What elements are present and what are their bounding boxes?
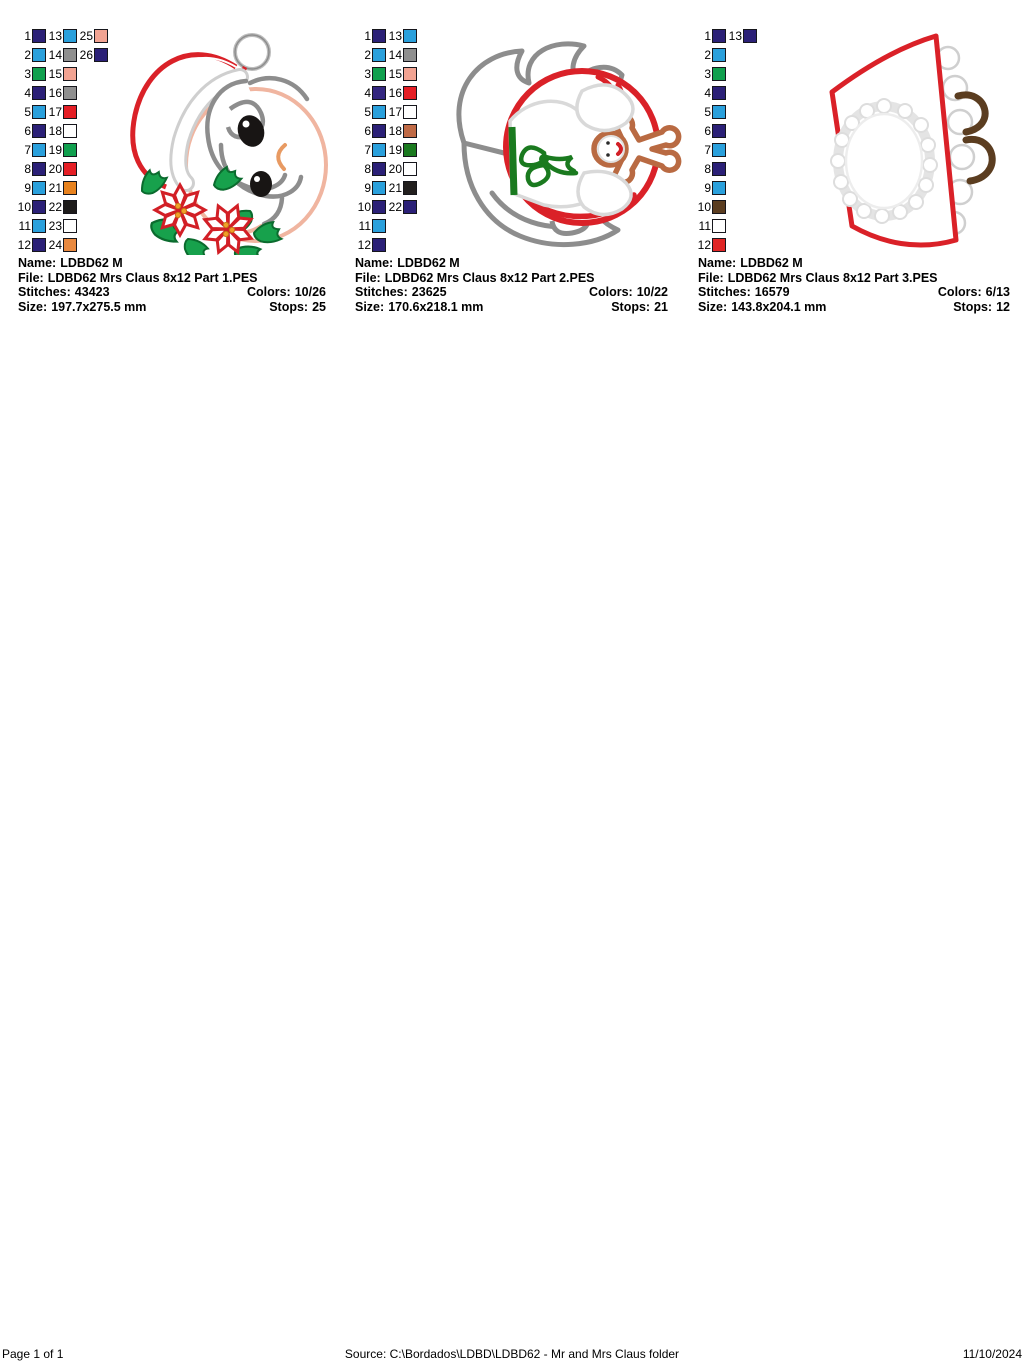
palette-swatch-3 <box>16 66 46 81</box>
swatch-color <box>32 86 46 100</box>
swatch-color <box>63 86 77 100</box>
file-label: File: <box>18 270 44 285</box>
palette-swatch-10 <box>696 199 726 214</box>
swatch-number: 4 <box>364 85 371 100</box>
swatch-color <box>743 29 757 43</box>
page-number: Page 1 of 1 <box>2 1347 64 1361</box>
design-name: LDBD62 M <box>740 256 803 270</box>
palette-swatch-16 <box>47 85 77 100</box>
swatch-color <box>32 181 46 195</box>
color-palette-1 <box>16 28 116 260</box>
palette-swatch-14 <box>47 47 77 62</box>
palette-swatch-25 <box>78 28 108 43</box>
palette-swatch-15 <box>387 66 417 81</box>
swatch-number: 7 <box>24 142 31 157</box>
colors-label: Colors: <box>246 285 291 300</box>
palette-swatch-17 <box>47 104 77 119</box>
info-stitches-row <box>698 285 1010 300</box>
swatch-number: 11 <box>358 218 371 233</box>
swatch-number: 8 <box>24 161 31 176</box>
stops-label: Stops: <box>953 299 993 314</box>
swatch-color <box>32 238 46 252</box>
swatch-color <box>712 67 726 81</box>
swatch-number: 7 <box>364 142 371 157</box>
swatch-color <box>403 143 417 157</box>
swatch-color <box>403 105 417 119</box>
stops-value: 25 <box>312 299 326 314</box>
swatch-color <box>403 48 417 62</box>
stops-label: Stops: <box>269 299 309 314</box>
swatch-color <box>372 162 386 176</box>
palette-swatch-15 <box>47 66 77 81</box>
swatch-number: 2 <box>364 47 371 62</box>
swatch-color <box>32 143 46 157</box>
design-preview-mrs-claus-body <box>432 25 682 255</box>
swatch-color <box>32 48 46 62</box>
size-label: Size: <box>698 299 728 314</box>
palette-swatch-6 <box>356 123 386 138</box>
info-file-row <box>698 271 1010 286</box>
palette-swatch-2 <box>16 47 46 62</box>
palette-swatch-12 <box>16 237 46 252</box>
swatch-number: 5 <box>364 104 371 119</box>
palette-swatch-21 <box>47 180 77 195</box>
swatch-number: 6 <box>704 123 711 138</box>
stitches-label: Stitches: <box>18 285 71 300</box>
swatch-number: 10 <box>697 199 711 214</box>
swatch-number: 3 <box>24 66 31 81</box>
palette-swatch-8 <box>356 161 386 176</box>
swatch-number: 5 <box>24 104 31 119</box>
swatch-number: 11 <box>698 218 711 233</box>
swatch-number: 2 <box>704 47 711 62</box>
swatch-number: 14 <box>48 47 62 62</box>
palette-swatch-1 <box>356 28 386 43</box>
swatch-color <box>403 67 417 81</box>
design-name: LDBD62 M <box>60 256 123 270</box>
swatch-number: 9 <box>364 180 371 195</box>
palette-swatch-22 <box>47 199 77 214</box>
swatch-color <box>712 48 726 62</box>
name-label: Name: <box>355 256 394 270</box>
swatch-color <box>372 48 386 62</box>
palette-swatch-13 <box>47 28 77 43</box>
palette-swatch-7 <box>16 142 46 157</box>
name-label: Name: <box>698 256 737 270</box>
swatch-number: 10 <box>357 199 371 214</box>
swatch-color <box>63 29 77 43</box>
swatch-color <box>712 219 726 233</box>
palette-swatch-17 <box>387 104 417 119</box>
swatch-color <box>403 124 417 138</box>
swatch-color <box>403 86 417 100</box>
swatch-color <box>372 238 386 252</box>
palette-swatch-14 <box>387 47 417 62</box>
swatch-color <box>32 105 46 119</box>
swatch-number: 6 <box>24 123 31 138</box>
palette-swatch-23 <box>47 218 77 233</box>
palette-swatch-11 <box>16 218 46 233</box>
swatch-color <box>403 29 417 43</box>
palette-swatch-8 <box>696 161 726 176</box>
swatch-color <box>372 67 386 81</box>
palette-swatch-11 <box>696 218 726 233</box>
stops-value: 12 <box>996 299 1010 314</box>
swatch-number: 4 <box>704 85 711 100</box>
swatch-number: 24 <box>48 237 62 252</box>
swatch-number: 16 <box>388 85 402 100</box>
swatch-number: 8 <box>364 161 371 176</box>
palette-swatch-4 <box>16 85 46 100</box>
swatch-number: 18 <box>48 123 62 138</box>
swatch-color <box>403 181 417 195</box>
swatch-number: 15 <box>48 66 62 81</box>
info-size-row <box>18 300 326 315</box>
swatch-number: 9 <box>24 180 31 195</box>
palette-swatch-6 <box>16 123 46 138</box>
swatch-color <box>372 105 386 119</box>
swatch-color <box>403 162 417 176</box>
palette-swatch-8 <box>16 161 46 176</box>
swatch-color <box>63 181 77 195</box>
name-label: Name: <box>18 256 57 270</box>
swatch-number: 9 <box>704 180 711 195</box>
palette-swatch-6 <box>696 123 726 138</box>
palette-swatch-19 <box>387 142 417 157</box>
palette-swatch-1 <box>696 28 726 43</box>
swatch-color <box>94 48 108 62</box>
colors-label: Colors: <box>588 285 633 300</box>
swatch-number: 23 <box>48 218 62 233</box>
stops-value: 21 <box>654 299 668 314</box>
palette-swatch-12 <box>696 237 726 252</box>
swatch-number: 19 <box>388 142 402 157</box>
design-panel-2 <box>340 0 680 330</box>
swatch-number: 18 <box>388 123 402 138</box>
swatch-number: 7 <box>704 142 711 157</box>
palette-swatch-26 <box>78 47 108 62</box>
swatch-color <box>63 48 77 62</box>
design-file: LDBD62 Mrs Claus 8x12 Part 1.PES <box>47 270 258 285</box>
swatch-number: 13 <box>388 28 402 43</box>
swatch-number: 12 <box>697 237 711 252</box>
stitches-label: Stitches: <box>355 285 408 300</box>
swatch-color <box>94 29 108 43</box>
swatch-color <box>63 200 77 214</box>
swatch-number: 1 <box>364 28 371 43</box>
palette-swatch-5 <box>16 104 46 119</box>
swatch-number: 13 <box>728 28 742 43</box>
palette-swatch-20 <box>47 161 77 176</box>
palette-swatch-10 <box>356 199 386 214</box>
palette-swatch-7 <box>356 142 386 157</box>
color-palette-3 <box>696 28 796 260</box>
palette-swatch-18 <box>47 123 77 138</box>
swatch-color <box>712 162 726 176</box>
info-stitches-row <box>355 285 668 300</box>
stops-label: Stops: <box>611 299 651 314</box>
palette-swatch-9 <box>696 180 726 195</box>
palette-swatch-5 <box>696 104 726 119</box>
swatch-number: 8 <box>704 161 711 176</box>
file-label: File: <box>698 270 724 285</box>
stitches-value: 23625 <box>411 285 447 300</box>
swatch-color <box>372 86 386 100</box>
swatch-number: 16 <box>48 85 62 100</box>
swatch-color <box>372 219 386 233</box>
design-preview-mrs-claus-skirt <box>790 30 1012 250</box>
design-info-3 <box>698 256 1010 314</box>
swatch-number: 10 <box>17 199 31 214</box>
palette-swatch-4 <box>696 85 726 100</box>
info-name-row <box>698 256 1010 271</box>
swatch-number: 6 <box>364 123 371 138</box>
palette-swatch-10 <box>16 199 46 214</box>
swatch-number: 1 <box>704 28 711 43</box>
swatch-color <box>712 86 726 100</box>
swatch-color <box>63 105 77 119</box>
file-label: File: <box>355 270 381 285</box>
swatch-color <box>712 238 726 252</box>
size-value: 170.6x218.1 mm <box>388 299 484 314</box>
swatch-number: 21 <box>48 180 62 195</box>
swatch-number: 12 <box>357 237 371 252</box>
swatch-number: 22 <box>388 199 402 214</box>
size-label: Size: <box>18 299 48 314</box>
swatch-color <box>63 219 77 233</box>
size-value: 143.8x204.1 mm <box>731 299 827 314</box>
design-panel-1 <box>0 0 340 330</box>
swatch-color <box>712 200 726 214</box>
swatch-color <box>63 143 77 157</box>
swatch-color <box>372 200 386 214</box>
swatch-color <box>372 29 386 43</box>
swatch-number: 22 <box>48 199 62 214</box>
palette-swatch-18 <box>387 123 417 138</box>
swatch-number: 25 <box>79 28 93 43</box>
swatch-number: 14 <box>388 47 402 62</box>
swatch-number: 19 <box>48 142 62 157</box>
swatch-color <box>403 200 417 214</box>
colors-label: Colors: <box>937 285 982 300</box>
info-file-row <box>355 271 668 286</box>
swatch-color <box>372 124 386 138</box>
palette-swatch-2 <box>696 47 726 62</box>
design-info-2 <box>355 256 668 314</box>
size-value: 197.7x275.5 mm <box>51 299 147 314</box>
swatch-color <box>63 67 77 81</box>
palette-swatch-5 <box>356 104 386 119</box>
design-name: LDBD62 M <box>397 256 460 270</box>
swatch-color <box>32 219 46 233</box>
design-preview-mrs-claus-head <box>118 25 343 255</box>
design-file: LDBD62 Mrs Claus 8x12 Part 3.PES <box>727 270 938 285</box>
palette-swatch-13 <box>727 28 757 43</box>
swatch-number: 21 <box>388 180 402 195</box>
info-stitches-row <box>18 285 326 300</box>
palette-swatch-9 <box>16 180 46 195</box>
colors-value: 10/26 <box>294 285 326 300</box>
swatch-number: 13 <box>48 28 62 43</box>
stitches-value: 43423 <box>74 285 110 300</box>
palette-swatch-11 <box>356 218 386 233</box>
swatch-number: 5 <box>704 104 711 119</box>
swatch-color <box>63 238 77 252</box>
info-file-row <box>18 271 326 286</box>
palette-swatch-13 <box>387 28 417 43</box>
palette-swatch-1 <box>16 28 46 43</box>
colors-value: 6/13 <box>985 285 1010 300</box>
swatch-color <box>712 124 726 138</box>
swatch-color <box>63 124 77 138</box>
palette-swatch-19 <box>47 142 77 157</box>
palette-swatch-20 <box>387 161 417 176</box>
info-size-row <box>355 300 668 315</box>
swatch-number: 17 <box>48 104 62 119</box>
palette-swatch-3 <box>696 66 726 81</box>
palette-swatch-4 <box>356 85 386 100</box>
palette-swatch-7 <box>696 142 726 157</box>
palette-swatch-16 <box>387 85 417 100</box>
palette-swatch-24 <box>47 237 77 252</box>
design-file: LDBD62 Mrs Claus 8x12 Part 2.PES <box>384 270 595 285</box>
swatch-number: 17 <box>388 104 402 119</box>
swatch-number: 11 <box>18 218 31 233</box>
stitches-value: 16579 <box>754 285 790 300</box>
swatch-color <box>712 143 726 157</box>
swatch-color <box>712 29 726 43</box>
stitches-label: Stitches: <box>698 285 751 300</box>
date: 11/10/2024 <box>962 1347 1022 1361</box>
swatch-color <box>32 162 46 176</box>
palette-swatch-3 <box>356 66 386 81</box>
swatch-color <box>712 105 726 119</box>
swatch-number: 1 <box>24 28 31 43</box>
swatch-color <box>32 124 46 138</box>
design-info-1 <box>18 256 326 314</box>
source-path: Source: C:\Bordados\LDBD\LDBD62 - Mr and Mrs Claus folder <box>344 1347 680 1361</box>
info-name-row <box>355 256 668 271</box>
swatch-number: 20 <box>388 161 402 176</box>
swatch-color <box>372 181 386 195</box>
design-panel-3 <box>680 0 1020 330</box>
swatch-number: 3 <box>704 66 711 81</box>
size-label: Size: <box>355 299 385 314</box>
colors-value: 10/22 <box>636 285 668 300</box>
swatch-color <box>63 162 77 176</box>
palette-swatch-22 <box>387 199 417 214</box>
info-name-row <box>18 256 326 271</box>
swatch-color <box>372 143 386 157</box>
swatch-number: 4 <box>24 85 31 100</box>
swatch-color <box>712 181 726 195</box>
swatch-number: 2 <box>24 47 31 62</box>
palette-swatch-21 <box>387 180 417 195</box>
swatch-number: 26 <box>79 47 93 62</box>
palette-swatch-2 <box>356 47 386 62</box>
info-size-row <box>698 300 1010 315</box>
swatch-number: 12 <box>17 237 31 252</box>
palette-swatch-9 <box>356 180 386 195</box>
swatch-number: 20 <box>48 161 62 176</box>
swatch-number: 3 <box>364 66 371 81</box>
swatch-color <box>32 200 46 214</box>
palette-swatch-12 <box>356 237 386 252</box>
swatch-number: 15 <box>388 66 402 81</box>
swatch-color <box>32 29 46 43</box>
swatch-color <box>32 67 46 81</box>
